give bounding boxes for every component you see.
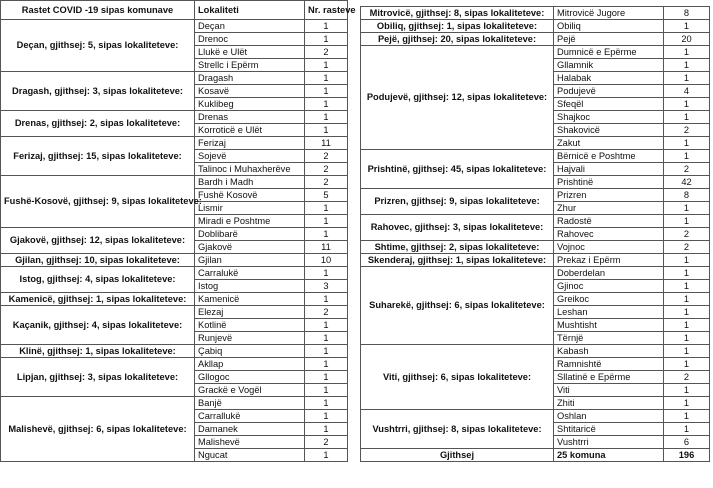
locality-name: Deçan <box>195 20 305 33</box>
case-count: 1 <box>305 345 348 358</box>
table-row <box>1 254 348 267</box>
municipality-label: Kamenicë, gjithsej: 1, sipas lokaliteteve: <box>1 293 195 306</box>
locality-name: Lismir <box>195 202 305 215</box>
locality-name: Sfeqël <box>554 98 664 111</box>
locality-name: Banjë <box>195 397 305 410</box>
case-count: 2 <box>305 306 348 319</box>
locality-name: Kosavë <box>195 85 305 98</box>
municipality-label: Obiliq, gjithsej: 1, sipas lokaliteteve: <box>361 20 554 33</box>
locality-name: Zhur <box>554 202 664 215</box>
case-count: 2 <box>664 163 710 176</box>
locality-name: Viti <box>554 384 664 397</box>
table-row <box>1 345 348 358</box>
table-row <box>1 176 348 189</box>
locality-name: Ferizaj <box>195 137 305 150</box>
case-count: 1 <box>664 215 710 228</box>
header-title: Rastet COVID -19 sipas komunave <box>1 1 195 20</box>
case-count: 1 <box>305 72 348 85</box>
case-count: 1 <box>664 384 710 397</box>
locality-name: Prizren <box>554 189 664 202</box>
locality-name: Fushë Kosovë <box>195 189 305 202</box>
locality-name: Istog <box>195 280 305 293</box>
case-count: 1 <box>305 59 348 72</box>
municipality-label: Skenderaj, gjithsej: 1, sipas lokaliteteve: <box>361 254 554 267</box>
locality-name: Elezaj <box>195 306 305 319</box>
table-row <box>361 241 710 254</box>
locality-name: Shajkoc <box>554 111 664 124</box>
municipality-label: Podujevë, gjithsej: 12, sipas lokaliteteve: <box>361 46 554 150</box>
case-count: 1 <box>664 137 710 150</box>
locality-name: Kamenicë <box>195 293 305 306</box>
case-count: 1 <box>664 306 710 319</box>
locality-name: Gjakovë <box>195 241 305 254</box>
table-row <box>361 20 710 33</box>
municipality-label: Malishevë, gjithsej: 6, sipas lokaliteteve: <box>1 397 195 462</box>
case-count: 1 <box>305 202 348 215</box>
case-count: 1 <box>664 410 710 423</box>
locality-name: Doblibarë <box>195 228 305 241</box>
table-row <box>361 345 710 358</box>
locality-name: Oshlan <box>554 410 664 423</box>
table-row <box>1 20 348 33</box>
municipality-label: Suharekë, gjithsej: 6, sipas lokaliteteve: <box>361 267 554 345</box>
case-count: 1 <box>305 332 348 345</box>
locality-name: Tërnjë <box>554 332 664 345</box>
locality-name: Pejë <box>554 33 664 46</box>
case-count: 1 <box>305 98 348 111</box>
case-count: 11 <box>305 241 348 254</box>
case-count: 1 <box>305 111 348 124</box>
locality-name: Sojevë <box>195 150 305 163</box>
municipality-label: Prizren, gjithsej: 9, sipas lokaliteteve: <box>361 189 554 215</box>
locality-name: Bërnicë e Poshtme <box>554 150 664 163</box>
case-count: 1 <box>664 111 710 124</box>
locality-name: Shakovicë <box>554 124 664 137</box>
locality-name: Dragash <box>195 72 305 85</box>
case-count: 1 <box>664 72 710 85</box>
locality-name: Kuklibeg <box>195 98 305 111</box>
municipality-label: Gjakovë, gjithsej: 12, sipas lokaliteteve: <box>1 228 195 254</box>
case-count: 1 <box>305 449 348 462</box>
case-count: 6 <box>664 436 710 449</box>
locality-name: Malishevë <box>195 436 305 449</box>
case-count: 1 <box>305 384 348 397</box>
case-count: 8 <box>664 7 710 20</box>
total-row <box>361 449 710 462</box>
case-count: 2 <box>305 46 348 59</box>
municipality-label: Mitrovicë, gjithsej: 8, sipas lokaliteteve: <box>361 7 554 20</box>
table-row <box>1 111 348 124</box>
locality-name: Leshan <box>554 306 664 319</box>
table-row <box>361 33 710 46</box>
locality-name: Gjilan <box>195 254 305 267</box>
locality-name: Gllamnik <box>554 59 664 72</box>
locality-name: Çabiq <box>195 345 305 358</box>
case-count: 1 <box>305 85 348 98</box>
case-count: 4 <box>664 85 710 98</box>
case-count: 20 <box>664 33 710 46</box>
case-count: 1 <box>664 20 710 33</box>
locality-name: Strellc i Epërm <box>195 59 305 72</box>
locality-name: Obiliq <box>554 20 664 33</box>
case-count: 2 <box>664 124 710 137</box>
case-count: 1 <box>664 59 710 72</box>
municipality-label: Vushtrri, gjithsej: 8, sipas lokaliteteve: <box>361 410 554 449</box>
locality-name: Vojnoc <box>554 241 664 254</box>
table-row <box>1 267 348 280</box>
case-count: 1 <box>664 202 710 215</box>
case-count: 2 <box>305 163 348 176</box>
case-count: 1 <box>305 215 348 228</box>
municipality-label: Shtime, gjithsej: 2, sipas lokaliteteve: <box>361 241 554 254</box>
case-count: 2 <box>664 241 710 254</box>
case-count: 1 <box>664 98 710 111</box>
locality-name: Carralukë <box>195 267 305 280</box>
locality-name: Talinoc i Muhaxherëve <box>195 163 305 176</box>
table-row <box>1 358 348 371</box>
case-count: 1 <box>664 397 710 410</box>
municipality-label: Kaçanik, gjithsej: 4, sipas lokaliteteve: <box>1 306 195 345</box>
case-count: 2 <box>664 228 710 241</box>
case-count: 10 <box>305 254 348 267</box>
table-row <box>1 228 348 241</box>
locality-name: Halabak <box>554 72 664 85</box>
municipality-label: Gjilan, gjithsej: 10, sipas lokaliteteve: <box>1 254 195 267</box>
locality-name: Gjinoc <box>554 280 664 293</box>
total-cases: 196 <box>664 449 710 462</box>
case-count: 1 <box>664 254 710 267</box>
case-count: 1 <box>664 423 710 436</box>
case-count: 1 <box>305 410 348 423</box>
table-row <box>361 267 710 280</box>
locality-name: Doberdelan <box>554 267 664 280</box>
case-count: 1 <box>305 293 348 306</box>
locality-name: Vushtrri <box>554 436 664 449</box>
locality-name: Hajvali <box>554 163 664 176</box>
locality-name: Mitrovicë Jugore <box>554 7 664 20</box>
case-count: 8 <box>664 189 710 202</box>
case-count: 1 <box>305 228 348 241</box>
locality-name: Zhiti <box>554 397 664 410</box>
case-count: 1 <box>305 267 348 280</box>
case-count: 1 <box>305 20 348 33</box>
case-count: 1 <box>664 267 710 280</box>
table-row <box>361 46 710 59</box>
case-count: 1 <box>305 397 348 410</box>
municipality-label: Fushë-Kosovë, gjithsej: 9, sipas lokaliteteve: <box>1 176 195 228</box>
table-row <box>361 189 710 202</box>
locality-name: Greikoc <box>554 293 664 306</box>
locality-name: Akllap <box>195 358 305 371</box>
case-count: 1 <box>305 33 348 46</box>
locality-name: Miradi e Poshtme <box>195 215 305 228</box>
case-count: 1 <box>305 423 348 436</box>
case-count: 11 <box>305 137 348 150</box>
total-municipalities: 25 komuna <box>554 449 664 462</box>
locality-name: Mushtisht <box>554 319 664 332</box>
locality-name: Drenoc <box>195 33 305 46</box>
left-table-body <box>1 20 348 462</box>
case-count: 5 <box>305 189 348 202</box>
locality-name: Prishtinë <box>554 176 664 189</box>
case-count: 2 <box>664 371 710 384</box>
municipality-label: Ferizaj, gjithsej: 15, sipas lokaliteteve: <box>1 137 195 176</box>
locality-name: Shtitaricë <box>554 423 664 436</box>
locality-name: Gllogoc <box>195 371 305 384</box>
case-count: 1 <box>305 124 348 137</box>
locality-name: Ngucat <box>195 449 305 462</box>
table-header-row <box>1 1 348 20</box>
table-row <box>1 306 348 319</box>
locality-name: Sllatinë e Epërme <box>554 371 664 384</box>
locality-name: Llukë e Ulët <box>195 46 305 59</box>
locality-name: Bardh i Madh <box>195 176 305 189</box>
right-cases-table <box>360 6 710 462</box>
table-row <box>361 215 710 228</box>
municipality-label: Lipjan, gjithsej: 3, sipas lokaliteteve: <box>1 358 195 397</box>
case-count: 2 <box>305 436 348 449</box>
total-label: Gjithsej <box>361 449 554 462</box>
locality-name: Korroticë e Ulët <box>195 124 305 137</box>
table-row <box>1 293 348 306</box>
locality-name: Damanek <box>195 423 305 436</box>
locality-name: Grackë e Vogël <box>195 384 305 397</box>
case-count: 1 <box>664 280 710 293</box>
locality-name: Drenas <box>195 111 305 124</box>
table-row <box>1 397 348 410</box>
municipality-label: Istog, gjithsej: 4, sipas lokaliteteve: <box>1 267 195 293</box>
case-count: 1 <box>664 46 710 59</box>
case-count: 2 <box>305 176 348 189</box>
locality-name: Prekaz i Epërm <box>554 254 664 267</box>
locality-name: Kotlinë <box>195 319 305 332</box>
case-count: 42 <box>664 176 710 189</box>
header-locality: Lokaliteti <box>195 1 305 20</box>
table-row <box>1 137 348 150</box>
case-count: 1 <box>664 345 710 358</box>
case-count: 2 <box>305 150 348 163</box>
municipality-label: Drenas, gjithsej: 2, sipas lokaliteteve: <box>1 111 195 137</box>
locality-name: Ramnishtë <box>554 358 664 371</box>
table-row <box>361 150 710 163</box>
locality-name: Rahovec <box>554 228 664 241</box>
locality-name: Runjevë <box>195 332 305 345</box>
table-row <box>361 7 710 20</box>
locality-name: Kabash <box>554 345 664 358</box>
locality-name: Zakut <box>554 137 664 150</box>
table-row <box>361 254 710 267</box>
locality-name: Carrallukë <box>195 410 305 423</box>
case-count: 1 <box>305 358 348 371</box>
case-count: 1 <box>664 293 710 306</box>
header-cases: Nr. rasteve <box>305 1 348 20</box>
municipality-label: Dragash, gjithsej: 3, sipas lokaliteteve: <box>1 72 195 111</box>
case-count: 1 <box>305 371 348 384</box>
municipality-label: Prishtinë, gjithsej: 45, sipas lokaliteteve: <box>361 150 554 189</box>
case-count: 3 <box>305 280 348 293</box>
municipality-label: Viti, gjithsej: 6, sipas lokaliteteve: <box>361 345 554 410</box>
right-table-body <box>361 7 710 449</box>
locality-name: Dumnicë e Epërme <box>554 46 664 59</box>
case-count: 1 <box>305 319 348 332</box>
locality-name: Podujevë <box>554 85 664 98</box>
municipality-label: Deçan, gjithsej: 5, sipas lokaliteteve: <box>1 20 195 72</box>
table-row <box>361 410 710 423</box>
case-count: 1 <box>664 358 710 371</box>
municipality-label: Pejë, gjithsej: 20, sipas lokaliteteve: <box>361 33 554 46</box>
case-count: 1 <box>664 319 710 332</box>
left-cases-table <box>0 0 356 462</box>
table-row <box>1 72 348 85</box>
locality-name: Radostë <box>554 215 664 228</box>
municipality-label: Klinë, gjithsej: 1, sipas lokaliteteve: <box>1 345 195 358</box>
case-count: 1 <box>664 332 710 345</box>
case-count: 1 <box>664 150 710 163</box>
municipality-label: Rahovec, gjithsej: 3, sipas lokaliteteve: <box>361 215 554 241</box>
